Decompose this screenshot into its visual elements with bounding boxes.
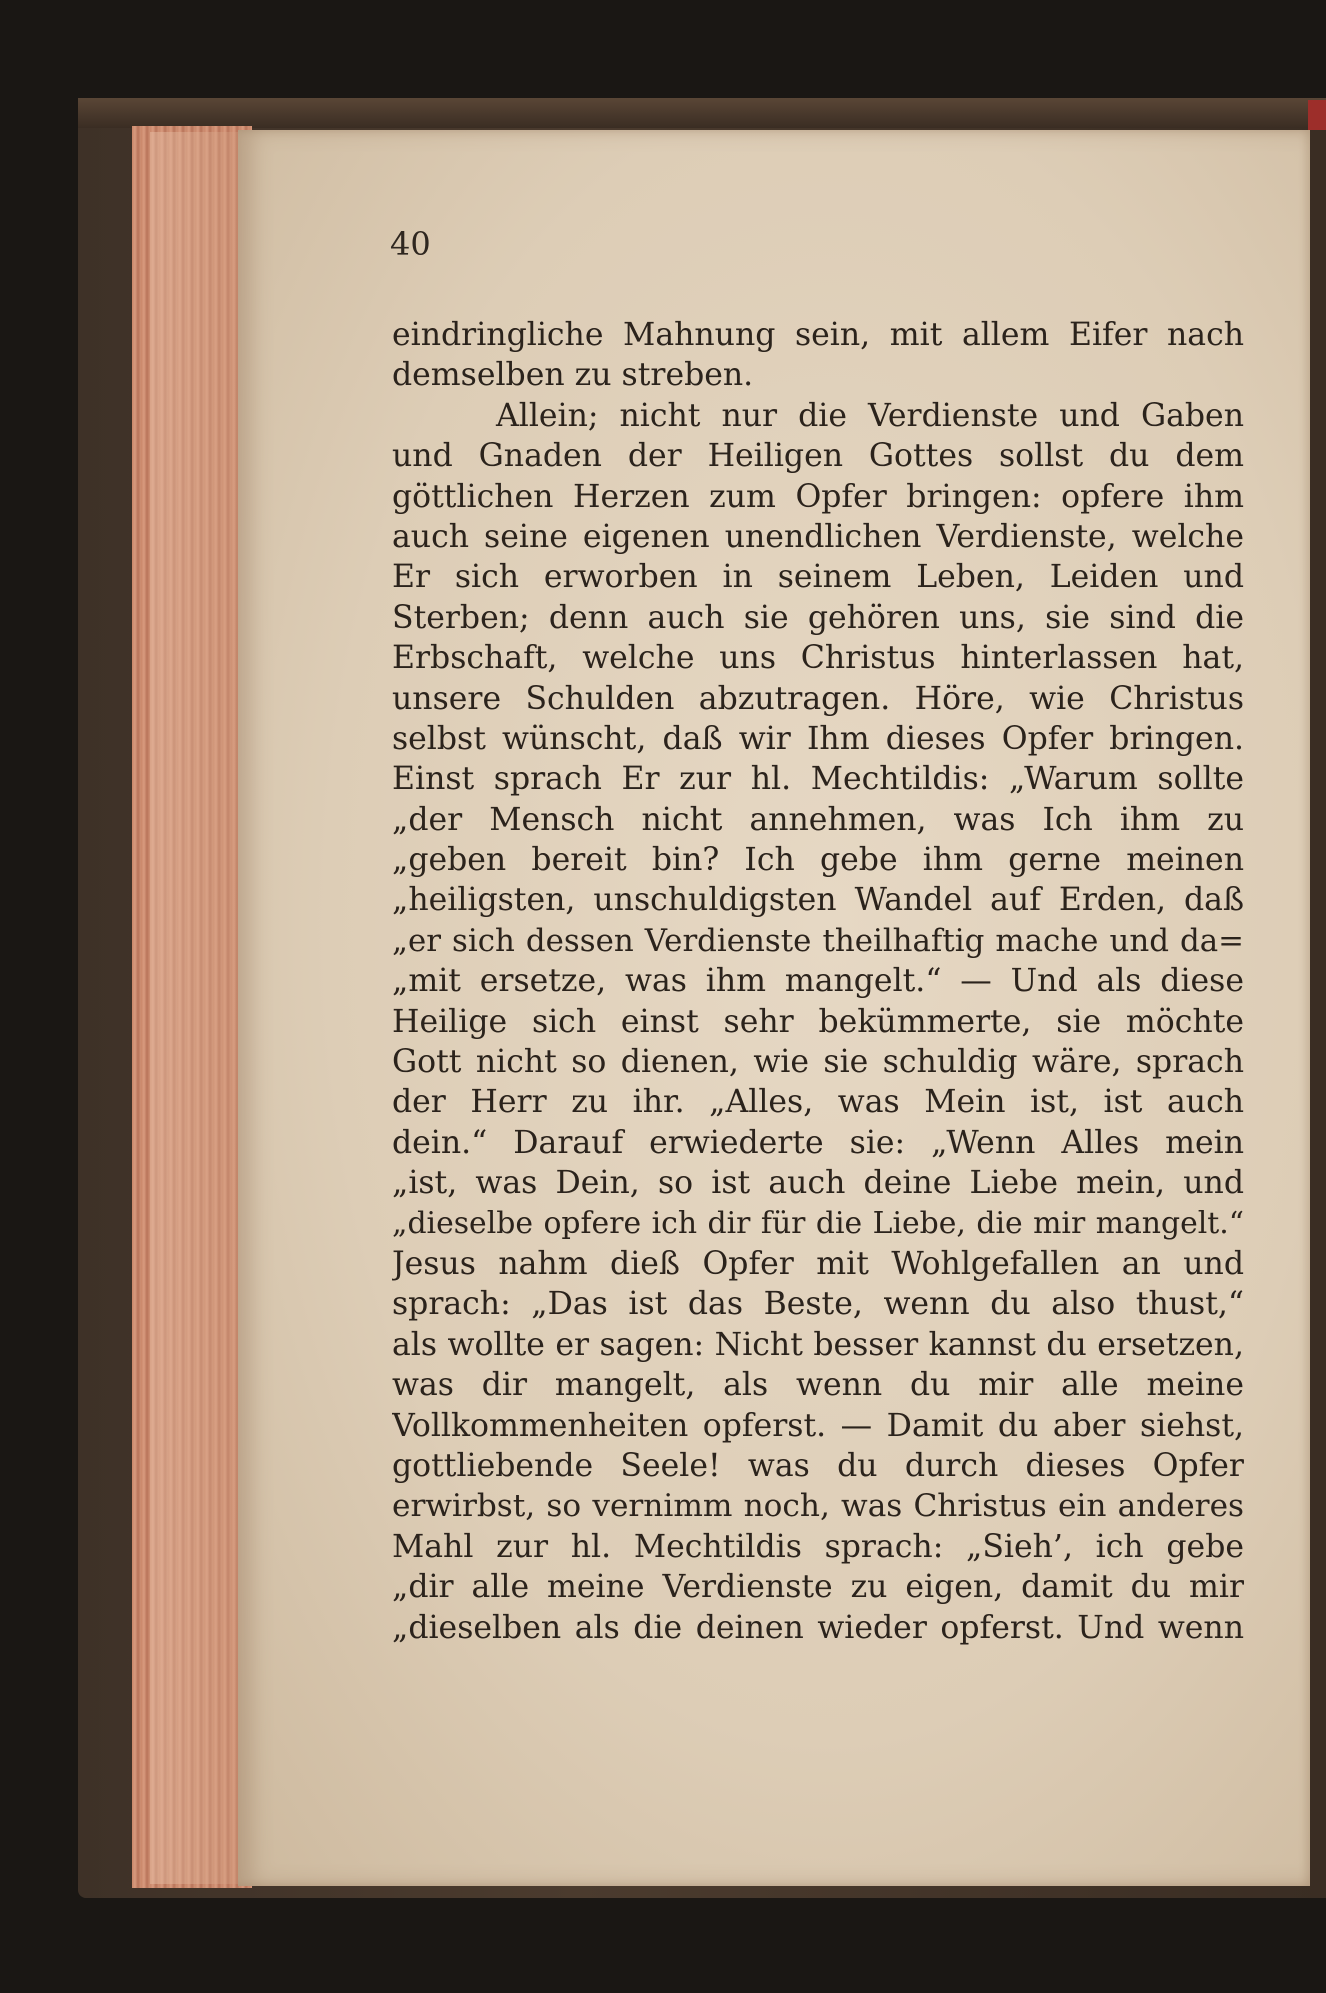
- text-line: Allein; nicht nur die Verdienste und Gaben: [496, 397, 1244, 434]
- text-line: was dir mangelt, als wenn du mir alle meine: [392, 1367, 1244, 1404]
- text-line: der Herr zu ihr. „Alles, was Mein ist, ist auch: [392, 1084, 1244, 1121]
- page-stack-highlight: [150, 132, 242, 1884]
- text-line: dein.“ Darauf erwiederte sie: „Wenn Alles mein: [392, 1124, 1244, 1161]
- text-line: eindringliche Mahnung sein, mit allem Eifer nach: [392, 317, 1244, 353]
- text-line: Einst sprach Er zur hl. Mechtildis: „Warum sollte: [392, 761, 1244, 798]
- book-cover-top-edge: [78, 98, 1326, 128]
- text-line: „dir alle meine Verdienste zu eigen, damit du mir: [392, 1569, 1244, 1606]
- text-line: auch seine eigenen unendlichen Verdienste, welche: [392, 518, 1244, 555]
- text-line: göttlichen Herzen zum Opfer bringen: opfere ihm: [392, 478, 1244, 515]
- text-line: „heiligsten, unschuldigsten Wandel auf Erden, daß: [392, 882, 1244, 919]
- red-page-edge: [1308, 100, 1326, 130]
- text-line: und Gnaden der Heiligen Gottes sollst du dem: [392, 438, 1244, 475]
- text-line: „dieselben als die deinen wieder opferst. Und wenn: [392, 1609, 1244, 1646]
- text-line: als wollte er sagen: Nicht besser kannst du ersetzen,: [392, 1326, 1244, 1363]
- text-line: „geben bereit bin? Ich gebe ihm gerne meinen: [392, 842, 1244, 879]
- text-line: Er sich erworben in seinem Leben, Leiden und: [392, 559, 1244, 596]
- text-line: Sterben; denn auch sie gehören uns, sie sind die: [392, 599, 1244, 636]
- text-line: sprach: „Das ist das Beste, wenn du also thust,“: [392, 1286, 1244, 1323]
- page-number: 40: [390, 225, 431, 263]
- text-line: „der Mensch nicht annehmen, was Ich ihm zu: [392, 801, 1244, 838]
- text-line: unsere Schulden abzutragen. Höre, wie Christus: [392, 680, 1244, 717]
- text-line: gottliebende Seele! was du durch dieses Opfer: [392, 1447, 1244, 1484]
- text-line: Vollkommenheiten opferst. — Damit du aber siehst,: [392, 1407, 1244, 1444]
- text-line: „dieselbe opfere ich dir für die Liebe, die mir mangelt.“: [392, 1205, 1244, 1241]
- page-body-text: [392, 315, 1244, 1648]
- text-line: Heilige sich einst sehr bekümmerte, sie möchte: [392, 1003, 1244, 1040]
- text-line: erwirbst, so vernimm noch, was Christus ein anderes: [392, 1488, 1244, 1525]
- text-line: selbst wünscht, daß wir Ihm dieses Opfer bringen.: [392, 720, 1244, 757]
- text-line: Mahl zur hl. Mechtildis sprach: „Sieh’, ich gebe: [392, 1528, 1244, 1565]
- text-line: Gott nicht so dienen, wie sie schuldig wäre, sprach: [392, 1044, 1244, 1081]
- text-line: „mit ersetze, was ihm mangelt.“ — Und als diese: [392, 963, 1244, 1000]
- text-line: demselben zu streben.: [392, 357, 754, 394]
- text-line: „er sich dessen Verdienste theilhaftig mache und da=: [392, 922, 1244, 959]
- text-line: „ist, was Dein, so ist auch deine Liebe mein, und: [392, 1165, 1244, 1202]
- text-line: Erbschaft, welche uns Christus hinterlassen hat,: [392, 640, 1244, 677]
- text-line: Jesus nahm dieß Opfer mit Wohlgefallen an und: [392, 1245, 1244, 1282]
